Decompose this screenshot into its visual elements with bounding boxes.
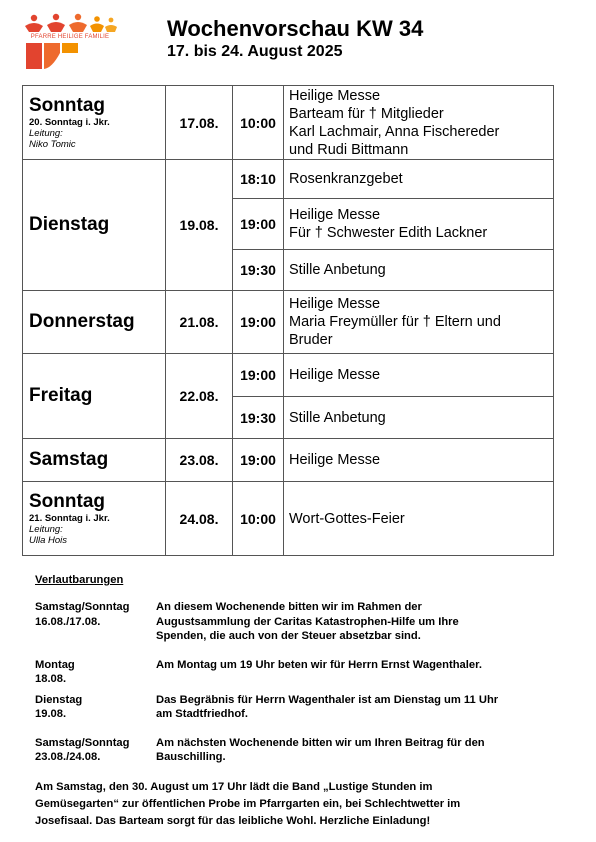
announcements-heading: Verlautbarungen <box>35 574 124 586</box>
event-line: Stille Anbetung <box>289 262 386 278</box>
announcement-date <box>35 658 156 687</box>
time-cell: 19:00 <box>233 291 284 354</box>
day-name: Freitag <box>29 385 93 406</box>
day-name: Donnerstag <box>29 311 135 332</box>
event-description <box>284 482 554 556</box>
date-cell: 17.08. <box>166 86 233 160</box>
announcement-text <box>156 736 555 765</box>
time-cell: 19:30 <box>233 397 284 439</box>
day-name: Sonntag <box>29 491 105 512</box>
family-figures-icon <box>22 12 118 70</box>
schedule-table <box>22 85 554 556</box>
announcement-text-line: am Stadtfriedhof. <box>156 708 248 720</box>
announcements <box>35 574 555 765</box>
announcement-date-line: Dienstag <box>35 693 83 706</box>
event-line: Heilige Messe <box>289 452 381 468</box>
logo-text: PFARRE HEILIGE FAMILIE <box>30 34 110 40</box>
day-name: Dienstag <box>29 214 110 235</box>
event-line: Barteam für † Mitglieder <box>289 105 444 122</box>
schedule-row <box>23 354 554 397</box>
announcement-text-line: Das Begräbnis für Herrn Wagenthaler ist am Dienstag um 11 Uhr <box>156 693 499 706</box>
announcement-date-line: Samstag/Sonntag <box>35 736 130 749</box>
page-title: Wochenvorschau KW 34 <box>167 16 424 41</box>
day-cell <box>23 86 166 160</box>
announcement-text-line: Bauschilling. <box>156 751 226 763</box>
date-cell: 24.08. <box>166 482 233 556</box>
announcement-text-line: Augustsammlung der Caritas Katastrophen-Hilfe um Ihre <box>156 615 459 628</box>
day-cell <box>23 354 166 439</box>
footer-line: Am Samstag, den 30. August um 17 Uhr lädt die Band „Lustige Stunden im <box>35 781 433 793</box>
event-line: und Rudi Bittmann <box>289 141 409 158</box>
announcement-text-line: Am Montag um 19 Uhr beten wir für Herrn Ernst Wagenthaler. <box>156 658 482 671</box>
announcement-date <box>35 736 156 765</box>
day-name: Sonntag <box>29 95 105 116</box>
schedule-row <box>23 291 554 354</box>
day-name: Samstag <box>29 449 109 470</box>
announcement-date-line: 23.08./24.08. <box>35 751 101 763</box>
leader-label: Leitung: <box>29 524 63 535</box>
leader-label: Leitung: <box>29 128 63 139</box>
event-line: Karl Lachmair, Anna Fischereder <box>289 123 500 140</box>
announcement-item <box>35 693 555 722</box>
event-line: Maria Freymüller für † Eltern und <box>289 314 501 330</box>
day-cell <box>23 439 166 482</box>
announcement-date-line: 19.08. <box>35 708 67 720</box>
announcement-item <box>35 658 555 687</box>
footer-line: Josefisaal. Das Barteam sorgt für das leibliche Wohl. Herzliche Einladung! <box>35 815 431 827</box>
footer-line: Gemüsegarten“ zur öffentlichen Probe im Pfarrgarten ein, bei Schlechtwetter im <box>35 798 461 810</box>
announcement-date <box>35 693 156 722</box>
time-cell: 10:00 <box>233 86 284 160</box>
announcement-item <box>35 600 555 644</box>
event-line: Wort-Gottes-Feier <box>289 510 405 527</box>
date-cell: 23.08. <box>166 439 233 482</box>
event-line: Bruder <box>289 332 333 348</box>
time-cell: 18:10 <box>233 160 284 199</box>
announcement-date-line: Samstag/Sonntag <box>35 601 130 613</box>
schedule-row <box>23 439 554 482</box>
event-line: Heilige Messe <box>289 296 381 312</box>
day-cell <box>23 291 166 354</box>
announcement-text <box>156 600 555 644</box>
event-description <box>284 160 554 199</box>
announcement-text-line: Spenden, die auch von der Steuer absetzbar sind. <box>156 630 421 642</box>
announcement-text <box>156 693 555 722</box>
schedule-row <box>23 86 554 160</box>
event-line: Heilige Messe <box>289 207 381 223</box>
event-line: Heilige Messe <box>289 367 381 383</box>
announcement-date <box>35 600 156 644</box>
event-line: Heilige Messe <box>289 87 381 104</box>
event-line: Rosenkranzgebet <box>289 171 403 187</box>
schedule-row <box>23 482 554 556</box>
announcement-date-line: 16.08./17.08. <box>35 615 101 628</box>
date-cell: 22.08. <box>166 354 233 439</box>
day-cell <box>23 482 166 556</box>
time-cell: 19:00 <box>233 439 284 482</box>
leader-name: Niko Tomic <box>29 139 76 150</box>
page-subtitle: 17. bis 24. August 2025 <box>167 43 343 60</box>
event-description <box>284 291 554 354</box>
parish-logo <box>22 12 118 70</box>
announcement-text-line: An diesem Wochenende bitten wir im Rahmen der <box>156 601 422 613</box>
event-description <box>284 199 554 250</box>
announcement-text-line: Am nächsten Wochenende bitten wir um Ihren Beitrag für den <box>156 736 485 749</box>
event-line: Für † Schwester Edith Lackner <box>289 225 488 241</box>
leader-name: Ulla Hois <box>29 535 68 546</box>
event-description <box>284 397 554 439</box>
event-line: Stille Anbetung <box>289 409 386 426</box>
footer-invitation <box>35 779 545 830</box>
announcement-text <box>156 658 555 687</box>
liturgical-sunday: 21. Sonntag i. Jkr. <box>29 513 110 524</box>
day-cell <box>23 160 166 291</box>
announcement-date-line: Montag <box>35 658 75 671</box>
event-description <box>284 250 554 291</box>
event-description <box>284 439 554 482</box>
event-description <box>284 86 554 160</box>
announcement-item <box>35 736 555 765</box>
time-cell: 19:00 <box>233 199 284 250</box>
announcement-date-line: 18.08. <box>35 673 67 685</box>
schedule-row <box>23 160 554 199</box>
time-cell: 19:30 <box>233 250 284 291</box>
event-description <box>284 354 554 397</box>
date-cell: 19.08. <box>166 160 233 291</box>
liturgical-sunday: 20. Sonntag i. Jkr. <box>29 117 110 128</box>
date-cell: 21.08. <box>166 291 233 354</box>
time-cell: 10:00 <box>233 482 284 556</box>
time-cell: 19:00 <box>233 354 284 397</box>
